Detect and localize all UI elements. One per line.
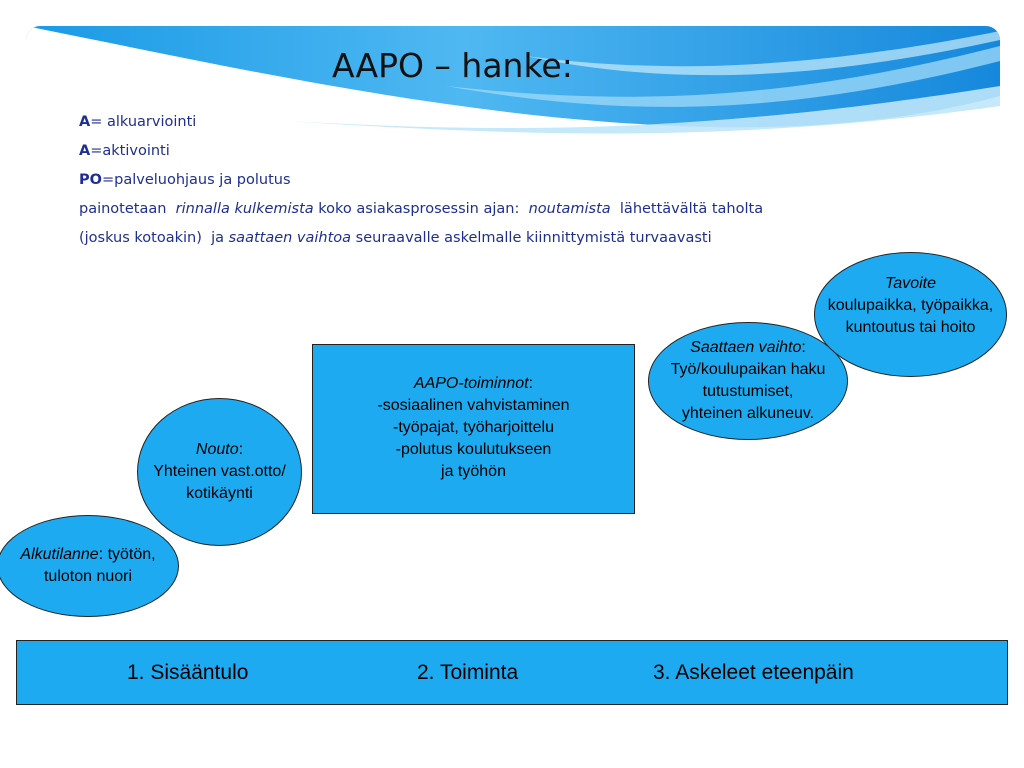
phase-bar <box>16 640 1008 705</box>
node-heading <box>196 439 243 461</box>
intro-text-part: koko asiakasprosessin ajan: <box>313 201 529 217</box>
intro-key: A <box>79 114 91 130</box>
intro-text-part: lähettävältä taholta <box>610 201 764 217</box>
phase-3: 3. Askeleet eteenpäin <box>653 661 854 684</box>
node-alkutilanne <box>0 515 179 617</box>
node-saattaen-vaihto <box>648 322 848 440</box>
intro-italic-part: rinnalla kulkemista <box>175 201 314 217</box>
node-label: Saattaen vaihto <box>690 339 802 356</box>
node-heading <box>885 273 936 295</box>
intro-value: =aktivointi <box>90 143 170 159</box>
node-heading <box>414 373 533 395</box>
node-line: Työ/koulupaikan haku <box>670 361 826 378</box>
node-line: ja työhön <box>441 463 506 480</box>
intro-italic-part: noutamista <box>528 201 611 217</box>
intro-text <box>79 108 763 253</box>
intro-line-2 <box>79 137 763 166</box>
intro-key: PO <box>79 172 102 188</box>
node-line: tutustumiset, <box>702 383 794 400</box>
node-line: yhteinen alkuneuv. <box>681 405 815 422</box>
intro-key: A <box>79 143 91 159</box>
phase-1: 1. Sisääntulo <box>127 661 249 684</box>
intro-text-part: (joskus kotoakin) ja <box>79 230 229 246</box>
node-line: kotikäynti <box>186 485 253 502</box>
node-tavoite <box>814 252 1007 377</box>
node-line: kuntoutus tai hoito <box>845 318 976 336</box>
node-label-suffix: : <box>528 375 534 392</box>
node-label: AAPO-toiminnot <box>413 375 529 392</box>
node-heading <box>690 337 806 359</box>
node-line: tuloton nuori <box>43 568 133 585</box>
intro-italic-part: saattaen vaihtoa <box>228 230 352 246</box>
intro-line-4 <box>79 195 763 224</box>
node-aapo-toiminnot <box>312 344 635 514</box>
node-label: Nouto <box>195 441 239 458</box>
node-label: Tavoite <box>885 274 936 292</box>
node-label: Alkutilanne <box>20 546 99 563</box>
node-line: -sosiaalinen vahvistaminen <box>377 397 570 414</box>
intro-value: = alkuarviointi <box>90 114 197 130</box>
node-label-suffix: : <box>238 441 244 458</box>
intro-line-1 <box>79 108 763 137</box>
intro-line-5 <box>79 224 763 253</box>
phase-2: 2. Toiminta <box>417 661 519 684</box>
node-line: koulupaikka, työpaikka, <box>827 296 994 314</box>
node-line: -polutus koulutukseen <box>395 441 552 458</box>
intro-line-3 <box>79 166 763 195</box>
intro-text-part: seuraavalle askelmalle kiinnittymistä turvaavasti <box>351 230 712 246</box>
node-line: -työpajat, työharjoittelu <box>393 419 554 436</box>
node-line: Yhteinen vast.otto/ <box>153 463 286 480</box>
intro-text-part: painotetaan <box>79 201 176 217</box>
node-label-suffix: : <box>801 339 806 356</box>
node-nouto <box>137 398 302 546</box>
page-title: AAPO – hanke: <box>332 46 573 85</box>
node-heading <box>20 544 155 566</box>
intro-value: =palveluohjaus ja polutus <box>101 172 291 188</box>
node-label-suffix: : työtön, <box>98 546 156 563</box>
